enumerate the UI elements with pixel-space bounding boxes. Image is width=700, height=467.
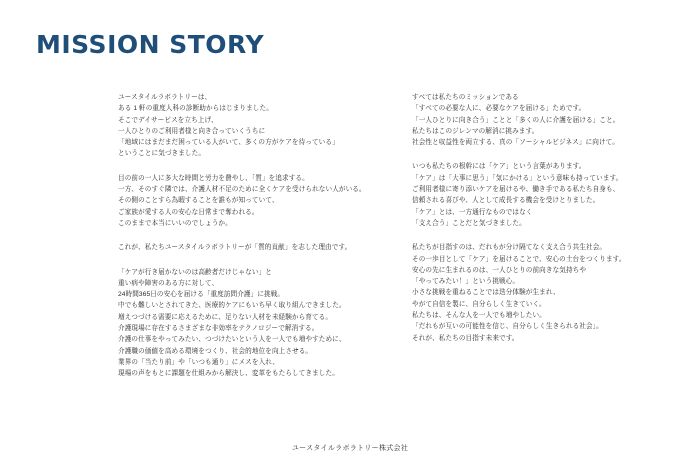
text-line: ユースタイルラボラトリーは、 xyxy=(118,94,212,101)
text-line: 私たちが目指すのは、だれもが分け隔てなく支え合う共生社会。 xyxy=(412,244,607,252)
left-column xyxy=(118,92,384,393)
care-definition-block xyxy=(412,161,678,229)
text-line: ご利用者様に寄り添いケアを届けるや、働き手である私たち自身も、 xyxy=(412,186,620,194)
text-line: 「ケア」とは、一方通行なものではなく xyxy=(412,208,533,216)
text-line: いつも私たちの根幹には「ケア」という言葉があります。 xyxy=(412,163,586,171)
text-line: 「一人ひとりに向き合う」ことと「多くの人に介護を届ける」こと。 xyxy=(412,116,620,124)
text-line: 一方、そのすぐ隣では、介護人材不足のために全くケアを受けられない人がいる。 xyxy=(118,186,366,194)
right-column xyxy=(412,92,678,393)
text-line: 「すべての必要な人に、必要なケアを届ける」ためです。 xyxy=(412,105,586,113)
text-line: 「地域にはまだまだ困っている人がいて、多くの方がケアを待っている」 xyxy=(118,139,339,147)
text-line: 増えつづける需要に応えるために、足りない人材を未経験から育てる。 xyxy=(118,313,333,321)
text-line: 24時間365日の安心を届ける「重度訪問介護」に挑戦。 xyxy=(118,291,285,299)
text-line: 小さな挑戦を重ねることでは迭分体験が生まれ、 xyxy=(412,289,560,297)
page-title: MISSION STORY xyxy=(36,30,265,59)
text-line: 私たちはこのジレンマの解消に挑みます。 xyxy=(412,127,539,135)
situation-block xyxy=(118,173,384,229)
text-line: ご家族が愛する人の安心な日常まで奪われる。 xyxy=(118,208,259,216)
mission-block xyxy=(412,92,678,148)
text-line: 重い病や障害のある方に対して、 xyxy=(118,279,219,287)
text-line: それが、私たちの目指す未来です。 xyxy=(412,334,519,342)
content-columns xyxy=(118,92,678,393)
text-line: その側のことすら為暇することを誰もが知っていて、 xyxy=(118,197,279,205)
text-line: 安心の先に生まれるのは、一人ひとりの前向きな気持ちや xyxy=(412,266,587,274)
text-line: ということに気づきました。 xyxy=(118,150,206,158)
challenge-block xyxy=(118,267,384,380)
text-line: 業界の「当たり前」や「いつも通り」にメスを入れ、 xyxy=(118,358,280,366)
text-line: 一人ひとりのご利用者様と向き合っていくうちに xyxy=(118,127,266,135)
text-line: 「ケアが行き届かないのは高齢者だけじゃない」と xyxy=(118,268,272,276)
text-line: 現場の声をもとに課題を仕組みから解決し、変革をもたらしてきました。 xyxy=(118,370,339,378)
text-line: 社会性と収益性を両立する、真の「ソーシャルビジネス」に向けて。 xyxy=(412,139,619,147)
text-line: そこでデイサービスを立ち上げ、 xyxy=(118,116,218,124)
text-line: 目の前の一人に多大な時間と労力を費やし、「質」を追求する。 xyxy=(118,174,309,182)
text-line: 「支え合う」ことだと気づきました。 xyxy=(412,219,526,227)
text-line: 介護の仕事をやってみたい、つづけたいという人を一人でも増やすために、 xyxy=(118,336,346,344)
text-line: 介護職の価値を高める環境をつくり、社会的地位を向上させる。 xyxy=(118,347,313,355)
text-line: 「やってみたい！」という挑戦心。 xyxy=(412,278,520,286)
text-line: その一歩目として「ケア」を届けることで、安心の土台をつくります。 xyxy=(412,255,626,263)
text-line: 「ケア」は「大事に思う」「気にかける」という意味も持っています。 xyxy=(412,174,623,182)
reason-block xyxy=(118,242,384,253)
text-line: 「だれもが互いの可能性を信じ、自分らしく生きられる社会」。 xyxy=(412,323,603,331)
text-line: 介護現場に存在するさまざまな非効率をテクノロジーで解消する。 xyxy=(118,325,319,333)
text-line: これが、私たちユースタイルラボラトリーが「質的貢献」を志した理由です。 xyxy=(118,244,352,252)
text-line: 信頼される喜びや、人として成長する機会を受けとりました。 xyxy=(412,197,600,205)
text-line: 中でも難しいとされてきた、医療的ケアにもいち早く取り組んできました。 xyxy=(118,302,346,310)
origin-block xyxy=(118,92,384,160)
text-line: やがて自信を製に、自分らしく生きていく。 xyxy=(412,300,546,308)
footer-company-name: ユースタイルラボラトリー株式会社 xyxy=(291,445,409,452)
text-line: 私たちは、そんな人を一人でも増やしたい。 xyxy=(412,312,546,320)
text-line: すべては私たちのミッションである xyxy=(412,94,519,101)
text-line: このままで本当にいいのでしょうか。 xyxy=(118,219,232,227)
symbiosis-block xyxy=(412,242,678,344)
text-line: ある 1 軒の重度人科の診断助からはじまりました。 xyxy=(118,105,273,113)
